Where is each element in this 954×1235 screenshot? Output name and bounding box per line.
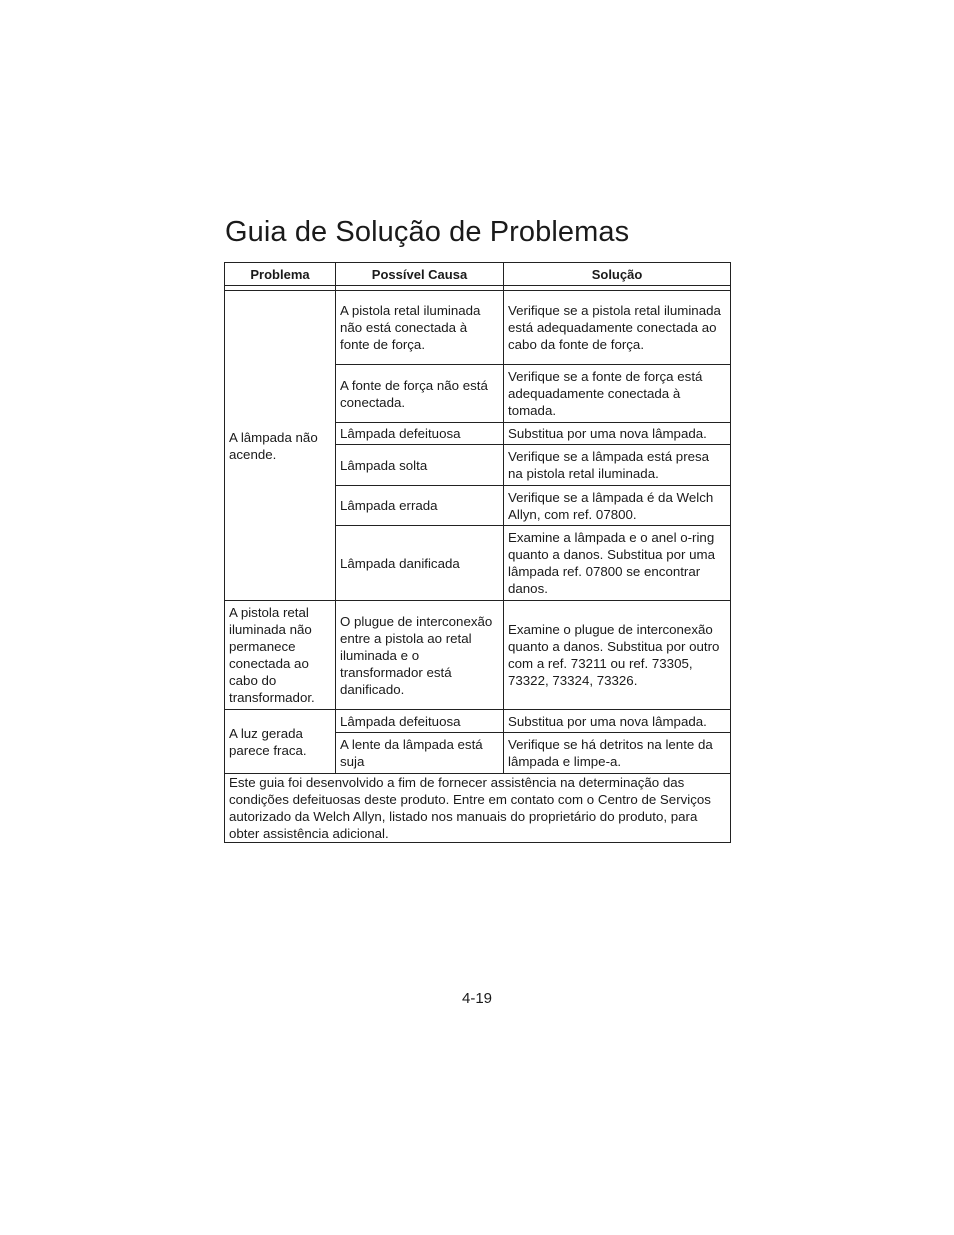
table-row bbox=[225, 710, 731, 733]
solution-cell: Verifique se a lâmpada está presa na pistola retal iluminada. bbox=[504, 445, 731, 486]
cause-cell: A fonte de força não está conectada. bbox=[336, 365, 504, 423]
solution-cell: Substitua por uma nova lâmpada. bbox=[504, 710, 731, 733]
note-text: Este guia foi desenvolvido a fim de fornecer assistência na determinação das condições defeituosas deste produto. Entre em contato com o Centro de Serviços autorizado da Welch Allyn, listado nos manuais do proprietário do produto, para obter assistência adicional. bbox=[225, 774, 731, 843]
header-solution: Solução bbox=[504, 263, 731, 286]
table-header-row bbox=[225, 263, 731, 286]
solution-cell: Verifique se a pistola retal iluminada está adequadamente conectada ao cabo da fonte de força. bbox=[504, 291, 731, 365]
solution-cell: Verifique se a fonte de força está adequadamente conectada à tomada. bbox=[504, 365, 731, 423]
cause-cell: Lâmpada defeituosa bbox=[336, 423, 504, 445]
solution-cell: Examine o plugue de interconexão quanto a danos. Substitua por outro com a ref. 73211 ou ref. 73305, 73322, 73324, 73326. bbox=[504, 601, 731, 710]
table-row bbox=[225, 291, 731, 365]
note-row bbox=[225, 774, 731, 843]
solution-cell: Verifique se há detritos na lente da lâmpada e limpe-a. bbox=[504, 733, 731, 774]
troubleshooting-table bbox=[224, 262, 731, 843]
page-number: 4-19 bbox=[461, 990, 493, 1007]
cause-cell: Lâmpada defeituosa bbox=[336, 710, 504, 733]
cause-cell: Lâmpada errada bbox=[336, 486, 504, 526]
table-row bbox=[225, 601, 731, 710]
solution-cell: Examine a lâmpada e o anel o-ring quanto a danos. Substitua por uma lâmpada ref. 07800 se encontrar danos. bbox=[504, 526, 731, 601]
page-title: Guia de Solução de Problemas bbox=[225, 216, 630, 248]
cause-cell: A pistola retal iluminada não está conectada à fonte de força. bbox=[336, 291, 504, 365]
problem-cell: A lâmpada não acende. bbox=[225, 291, 336, 601]
header-cause: Possível Causa bbox=[336, 263, 504, 286]
cause-cell: Lâmpada danificada bbox=[336, 526, 504, 601]
header-problem: Problema bbox=[225, 263, 336, 286]
solution-cell: Verifique se a lâmpada é da Welch Allyn, com ref. 07800. bbox=[504, 486, 731, 526]
problem-cell: A pistola retal iluminada não permanece conectada ao cabo do transformador. bbox=[225, 601, 336, 710]
problem-cell: A luz gerada parece fraca. bbox=[225, 710, 336, 774]
cause-cell: O plugue de interconexão entre a pistola ao retal iluminada e o transformador está danificado. bbox=[336, 601, 504, 710]
cause-cell: A lente da lâmpada está suja bbox=[336, 733, 504, 774]
solution-cell: Substitua por uma nova lâmpada. bbox=[504, 423, 731, 445]
cause-cell: Lâmpada solta bbox=[336, 445, 504, 486]
